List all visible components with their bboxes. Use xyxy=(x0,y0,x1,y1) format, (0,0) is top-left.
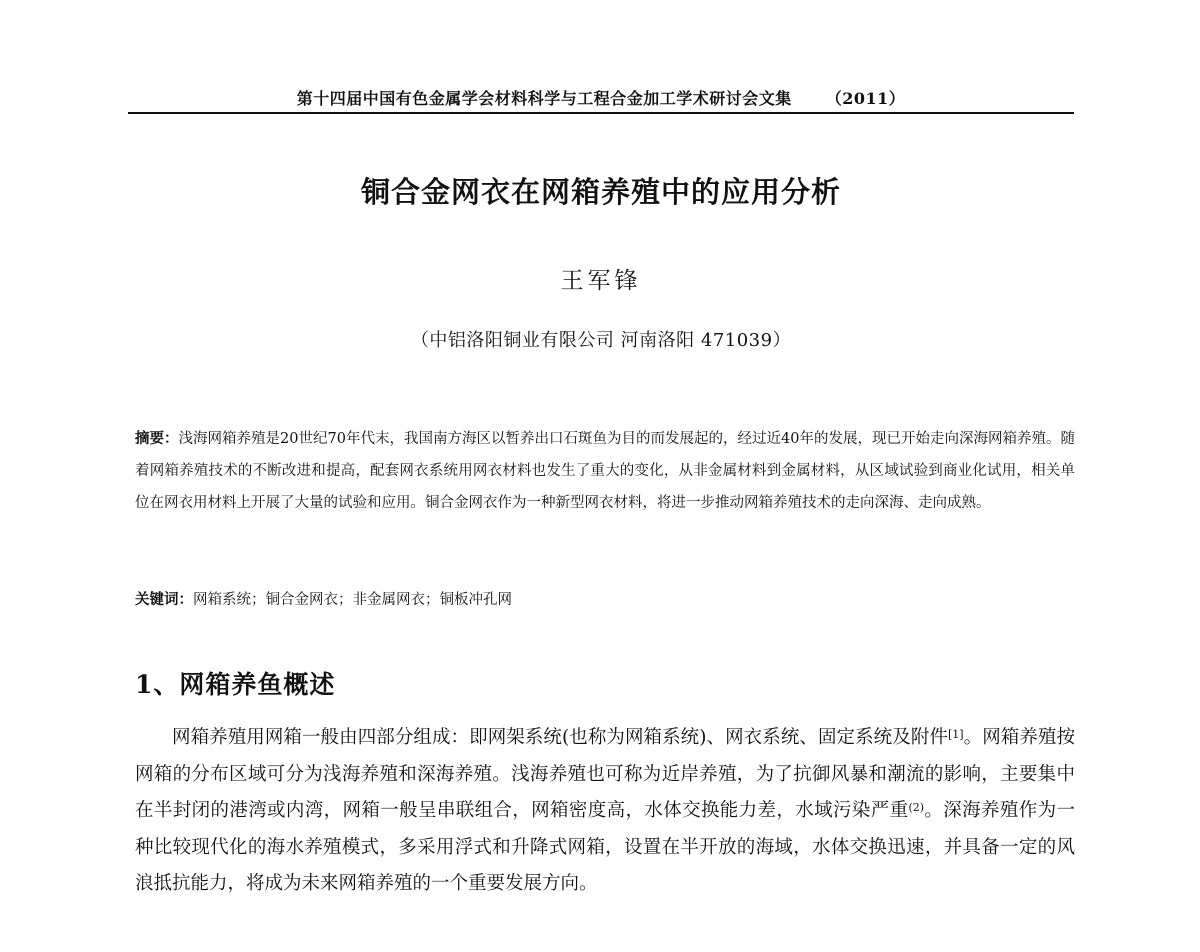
keywords xyxy=(135,584,1075,616)
paragraph-text-part1: 网箱养殖用网箱一般由四部分组成：即网架系统(也称为网箱系统)、网衣系统、固定系统及附件 xyxy=(172,727,948,748)
author-affiliation: （中铝洛阳铜业有限公司 河南洛阳 471039） xyxy=(410,330,792,351)
running-header xyxy=(128,86,1074,109)
abstract-label: 摘要： xyxy=(135,431,179,447)
abstract xyxy=(135,423,1075,519)
citation-ref-2: (2) xyxy=(908,801,925,814)
header-rule xyxy=(128,112,1074,114)
paragraph-text-part2: 。网箱养殖按网箱的分布区域可分为浅海养殖和深海养殖。浅海养殖也可称为近岸养殖，为了抗御风暴和潮流的影响，主要集中在半封闭的港湾或内湾，网箱一般呈串联组合，网箱密度高，水体交换能力差，水域污染严重 xyxy=(135,727,1075,821)
abstract-text: 浅海网箱养殖是20世纪70年代末，我国南方海区以暂养出口石斑鱼为目的而发展起的，经过近40年的发展，现已开始走向深海网箱养殖。随着网箱养殖技术的不断改进和提高，配套网衣系统用网衣材料也发生了重大的变化，从非金属材料到金属材料，从区域试验到商业化试用，相关单位在网衣用材料上开展了大量的试验和应用。铜合金网衣作为一种新型网衣材料，将进一步推动网箱养殖技术的走向深海、走向成熟。 xyxy=(135,431,1075,511)
section-heading: 1、网箱养鱼概述 xyxy=(135,670,336,699)
citation-ref-1: [1] xyxy=(947,728,964,741)
section-paragraph xyxy=(135,720,1075,903)
paragraph-text-part3: 。深海养殖作为一种比较现代化的海水养殖模式，多采用浮式和升降式网箱，设置在半开放的海域，水体交换迅速，并具备一定的风浪抵抗能力，将成为未来网箱养殖的一个重要发展方向。 xyxy=(135,800,1075,894)
author-name: 王军锋 xyxy=(560,268,642,294)
keywords-text: 网箱系统；铜合金网衣；非金属网衣；铜板冲孔网 xyxy=(193,592,512,608)
paper-title: 铜合金网衣在网箱养殖中的应用分析 xyxy=(360,175,841,209)
keywords-label: 关键词： xyxy=(135,592,193,608)
running-header-year: （2011） xyxy=(825,89,906,108)
running-header-title: 第十四届中国有色金属学会材料科学与工程合金加工学术研讨会文集 xyxy=(296,89,792,108)
